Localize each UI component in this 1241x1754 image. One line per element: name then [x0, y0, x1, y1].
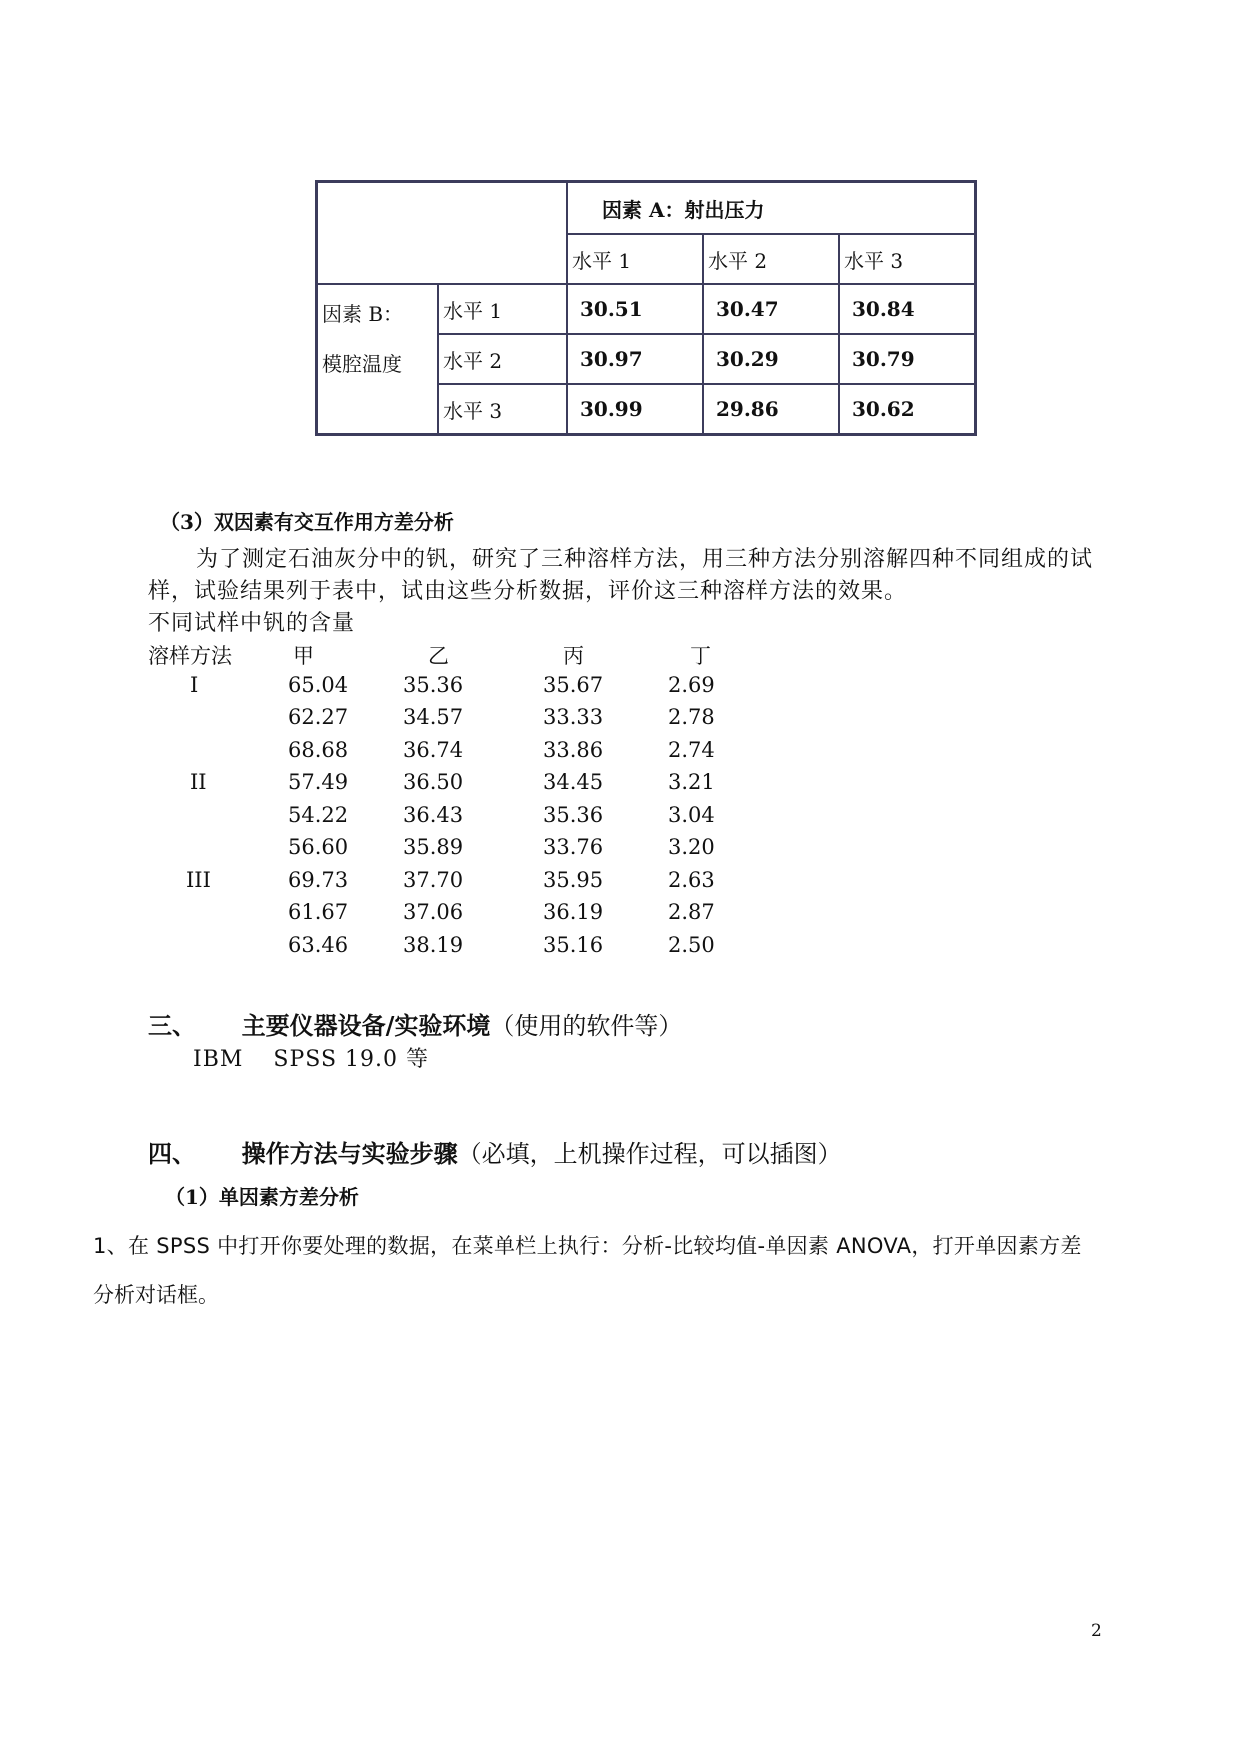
table-cell: 63.46 [288, 932, 349, 957]
table-cell: 54.22 [288, 802, 349, 827]
table-cell: 68.68 [288, 737, 349, 762]
table-cell: 3.04 [668, 802, 715, 827]
table-corner-cell [317, 182, 568, 285]
table-cell: 65.04 [288, 672, 349, 697]
method-label: II [190, 770, 207, 794]
table-cell: 38.19 [403, 932, 464, 957]
table-cell: 30.47 [703, 284, 839, 334]
level-header: 水平 2 [703, 234, 839, 284]
step-text: 分析对话框。 [93, 1283, 219, 1307]
table-cell: 3.20 [668, 835, 715, 859]
software-brand: IBM [193, 1047, 244, 1072]
table-cell: 2.87 [668, 900, 715, 924]
table-cell: 34.45 [543, 770, 604, 794]
table-cell: 56.60 [288, 835, 349, 859]
table-cell: 35.95 [543, 867, 604, 892]
table-cell: 61.67 [288, 900, 349, 924]
table-cell: 3.21 [668, 770, 715, 794]
factor-a-header: 因素 A：射出压力 [567, 182, 976, 235]
factor-b-header [317, 284, 438, 435]
table-cell: 36.50 [403, 770, 464, 794]
software-name: SPSS 19.0 等 [273, 1047, 429, 1072]
method-label: III [186, 867, 211, 892]
subsection-heading: （1）单因素方差分析 [165, 1185, 359, 1209]
table-cell: 37.06 [403, 900, 464, 924]
level-header: 水平 1 [567, 234, 703, 284]
factor-table [315, 180, 977, 436]
table-cell: 35.67 [543, 672, 604, 697]
row-level: 水平 3 [438, 384, 567, 435]
column-header: 乙 [428, 644, 449, 668]
table-cell: 36.19 [543, 900, 604, 924]
table-cell: 34.57 [403, 705, 464, 729]
table-cell: 62.27 [288, 705, 349, 729]
subsection-heading: （3）双因素有交互作用方差分析 [160, 510, 454, 534]
table-cell: 30.62 [839, 384, 976, 435]
factor-b-label: 模腔温度 [322, 352, 402, 376]
column-header: 丙 [563, 644, 584, 668]
section-note: （使用的软件等） [490, 1012, 683, 1040]
column-header: 溶样方法 [148, 644, 232, 668]
column-header: 丁 [690, 644, 711, 668]
table-cell: 30.84 [839, 284, 976, 334]
method-label: I [190, 672, 199, 697]
table-cell: 35.16 [543, 932, 604, 957]
page-number: 2 [1091, 1621, 1102, 1641]
table-cell: 35.36 [403, 672, 464, 697]
table-cell: 37.70 [403, 867, 464, 892]
table-cell: 2.78 [668, 705, 715, 729]
section-title: 主要仪器设备/实验环境 [241, 1011, 491, 1040]
table-cell: 35.89 [403, 835, 464, 859]
step-text: 1、在 SPSS 中打开你要处理的数据，在菜单栏上执行：分析-比较均值-单因素 ANOVA，打开单因素方差 [93, 1234, 1082, 1258]
table-caption: 不同试样中钒的含量 [148, 611, 356, 636]
table-cell: 30.29 [703, 334, 839, 384]
table-cell: 69.73 [288, 867, 349, 892]
section-note: （必填，上机操作过程，可以插图） [457, 1140, 842, 1168]
table-cell: 36.74 [403, 737, 464, 762]
section-heading [148, 1134, 842, 1169]
table-cell: 2.63 [668, 867, 715, 892]
table-cell: 2.69 [668, 672, 715, 697]
section-number: 三、 [148, 1011, 196, 1040]
table-cell: 33.86 [543, 737, 604, 762]
section-number: 四、 [148, 1139, 196, 1168]
section-title: 操作方法与实验步骤 [241, 1139, 458, 1168]
table-cell: 36.43 [403, 802, 464, 827]
column-header: 甲 [293, 644, 314, 668]
table-cell: 29.86 [703, 384, 839, 435]
table-cell: 30.99 [567, 384, 703, 435]
level-header: 水平 3 [839, 234, 976, 284]
row-level: 水平 1 [438, 284, 567, 334]
table-cell: 2.74 [668, 737, 715, 762]
table-cell: 30.51 [567, 284, 703, 334]
software-line [193, 1044, 429, 1076]
table-cell: 35.36 [543, 802, 604, 827]
row-level: 水平 2 [438, 334, 567, 384]
paragraph-line: 样，试验结果列于表中，试由这些分析数据，评价这三种溶样方法的效果。 [148, 579, 908, 604]
section-heading [148, 1006, 682, 1041]
table-cell: 2.50 [668, 932, 715, 957]
table-cell: 33.76 [543, 835, 604, 859]
table-cell: 30.97 [567, 334, 703, 384]
factor-b-label: 因素 B： [322, 302, 404, 326]
table-cell: 33.33 [543, 705, 604, 729]
table-cell: 57.49 [288, 770, 349, 794]
table-cell: 30.79 [839, 334, 976, 384]
paragraph-line: 为了测定石油灰分中的钒，研究了三种溶样方法，用三种方法分别溶解四种不同组成的试 [196, 547, 1094, 572]
